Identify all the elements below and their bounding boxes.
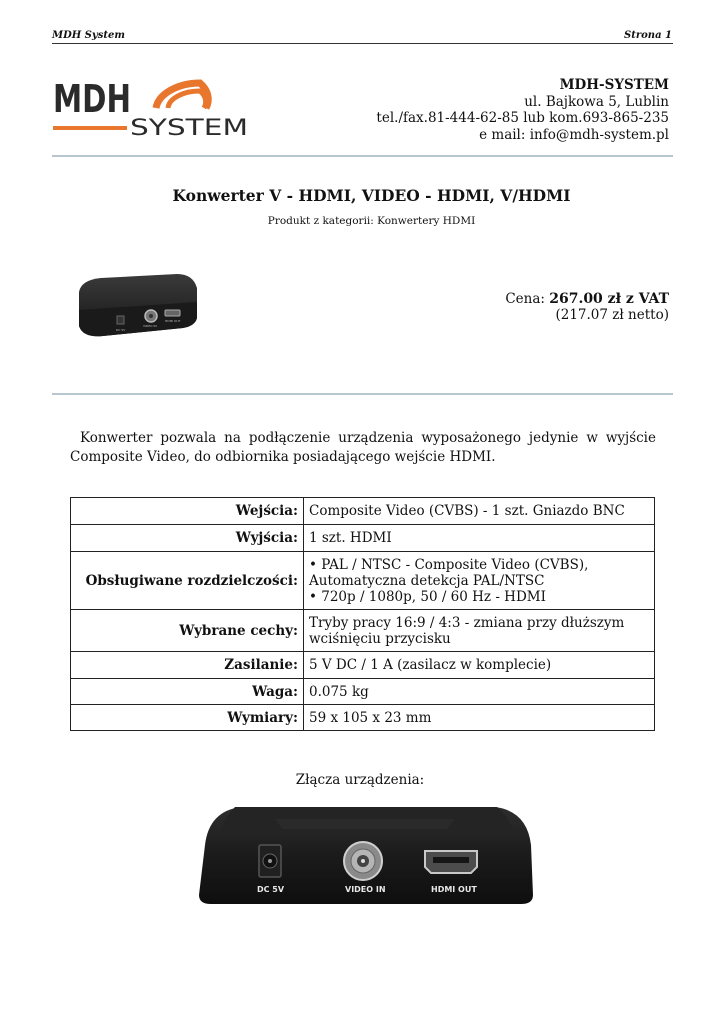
small-label-hdmi: HDMI OUT (165, 319, 181, 323)
company-info (376, 77, 669, 143)
specs-table (70, 497, 655, 731)
connectors-title: Złącza urządzenia: (295, 772, 425, 788)
spec-value (304, 552, 655, 610)
spec-value-line: • PAL / NTSC - Composite Video (CVBS), (309, 556, 589, 573)
spec-value: 59 x 105 x 23 mm (304, 705, 655, 731)
small-label-dc: DC 5V (116, 328, 126, 332)
spec-key: Wejścia: (71, 498, 304, 525)
spec-key: Wyjścia: (71, 525, 304, 552)
table-row (71, 705, 655, 731)
section-divider-top (52, 155, 673, 157)
logo-mdh-text: MDH (53, 78, 131, 121)
logo-bar (53, 126, 127, 130)
spec-key: Obsługiwane rozdzielczości: (71, 552, 304, 610)
dc-connector-small (117, 316, 124, 324)
spec-key: Wybrane cechy: (71, 610, 304, 652)
header-divider (52, 43, 673, 44)
spec-value: Tryby pracy 16:9 / 4:3 - zmiana przy dłuższym wciśnięciu przycisku (304, 610, 655, 652)
mdh-system-logo (52, 78, 252, 140)
price-net: (217.07 zł netto) (555, 307, 669, 323)
label-video-in: VIDEO IN (345, 885, 386, 894)
header-page-number: Strona 1 (624, 30, 672, 41)
logo-system-text: SYSTEM (130, 116, 248, 140)
price-label: Cena: (505, 291, 550, 307)
company-name: MDH-SYSTEM (559, 77, 669, 93)
product-description: Konwerter pozwala na podłączenie urządzenia wyposażonego jedynie w wyjście Composite Video, do odbiornika posiadającego wejście HDMI. (70, 430, 656, 465)
section-divider-middle (52, 393, 673, 395)
product-photo (73, 270, 198, 340)
company-email: e mail: info@mdh-system.pl (479, 126, 669, 143)
spec-value: Composite Video (CVBS) - 1 szt. Gniazdo BNC (304, 498, 655, 525)
table-row (71, 652, 655, 679)
price-gross: 267.00 zł z VAT (549, 291, 669, 307)
product-title: Konwerter V - HDMI, VIDEO - HDMI, V/HDMI (172, 186, 571, 205)
company-address: ul. Bajkowa 5, Lublin (524, 93, 669, 110)
spec-value-line: Automatyczna detekcja PAL/NTSC (309, 572, 545, 589)
header-left: MDH System (52, 30, 125, 41)
spec-key: Waga: (71, 679, 304, 705)
table-row (71, 525, 655, 552)
price-block (505, 291, 669, 323)
spec-value-line: • 720p / 1080p, 50 / 60 Hz - HDMI (309, 588, 546, 605)
spec-value: 5 V DC / 1 A (zasilacz w komplecie) (304, 652, 655, 679)
table-row (71, 679, 655, 705)
small-label-video: VIDEO IN (143, 324, 157, 328)
connectors-photo (195, 805, 537, 905)
label-dc-5v: DC 5V (257, 885, 285, 894)
spec-key: Zasilanie: (71, 652, 304, 679)
logo-arc-inner (168, 91, 206, 108)
product-category: Produkt z kategorii: Konwertery HDMI (267, 215, 476, 227)
spec-value: 1 szt. HDMI (304, 525, 655, 552)
company-phone: tel./fax.81-444-62-85 lub kom.693-865-235 (376, 110, 669, 126)
table-row (71, 552, 655, 610)
label-hdmi-out: HDMI OUT (431, 885, 477, 894)
spec-key: Wymiary: (71, 705, 304, 731)
table-row (71, 498, 655, 525)
spec-value: 0.075 kg (304, 679, 655, 705)
hdmi-connector-small (165, 310, 180, 316)
table-row (71, 610, 655, 652)
